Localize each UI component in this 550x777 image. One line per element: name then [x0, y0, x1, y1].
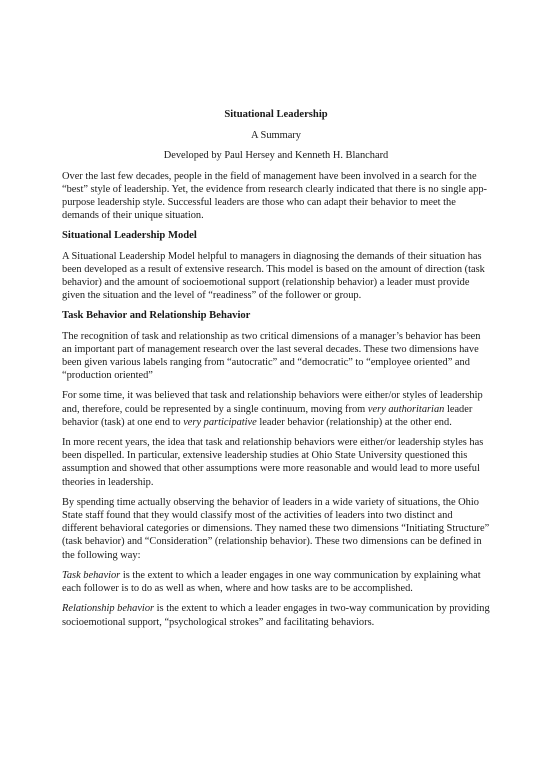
intro-paragraph: Over the last few decades, people in the field of management have been involved in a search for the “best” style of leadership. Yet, the evidence from research clearly indicated that there is no single app-purpose leadership style. Successful leaders are those who can adapt their behavior to meet the demands of their unique situation. [62, 170, 487, 222]
continuum-text-a: For some time, it was believed that task and relationship behaviors were either/or styles of leadership and, therefore, could be represented by a single continuum, moving from [62, 390, 483, 415]
document-title: Situational Leadership [224, 109, 328, 120]
observation-paragraph: By spending time actually observing the behavior of leaders in a wide variety of situations, the Ohio State staff found that they would classify most of the activities of leaders into two distinct and different behavioral categories or dimensions. They named these two dimensions “Initiating Structure” (task behavior) and “Consideration” (relationship behavior). These two dimensions can be defined in the following way: [62, 496, 490, 561]
continuum-emphasis-authoritarian: very authoritarian [367, 403, 445, 415]
continuum-text-c: leader behavior (relationship) at the other end. [256, 416, 452, 428]
ohio-state-paragraph: In more recent years, the idea that task and relationship behaviors were either/or leadership styles has been dispelled. In particular, extensive leadership studies at Ohio State University questioned this assumption and showed that other assumptions were more reasonable and would lead to more useful theories in leadership. [62, 437, 484, 488]
continuum-paragraph [62, 389, 490, 429]
model-paragraph: A Situational Leadership Model helpful to managers in diagnosing the demands of their situation has been developed as a result of extensive research. This model is based on the amount of direction (task behavior) and the amount of socioemotional support (relationship behavior) a leader must provide given the situation and the level of “readiness” of the follower or group. [62, 250, 485, 302]
relationship-behavior-term: Relationship behavior [62, 603, 155, 615]
task-behavior-text: is the extent to which a leader engages in one way communication by explaining what each follower is to do as well as when, where and how tasks are to be accomplished. [62, 569, 481, 595]
section-heading-task-relationship: Task Behavior and Relationship Behavior [62, 310, 251, 322]
dimensions-paragraph: The recognition of task and relationship as two critical dimensions of a manager’s behavior has been an important part of management research over the last several decades. These two dimensions have been given various labels ranging from “autocratic” and “democratic” to “employee oriented” and “production oriented” [62, 330, 481, 382]
document-subtitle: A Summary [251, 130, 301, 142]
section-heading-model: Situational Leadership Model [62, 230, 197, 242]
continuum-text-b: leader behavior (task) at one end to [62, 403, 473, 428]
task-behavior-term: Task behavior [62, 569, 121, 581]
continuum-emphasis-participative: very participative [183, 416, 257, 428]
document-authors: Developed by Paul Hersey and Kenneth H. Blanchard [163, 150, 389, 162]
task-behavior-definition [62, 569, 490, 595]
relationship-behavior-text: is the extent to which a leader engages in two-way communication by providing socioemotional support, “psychological strokes” and facilitating behaviors. [62, 603, 490, 628]
document-body [62, 108, 490, 636]
relationship-behavior-definition [62, 602, 490, 628]
